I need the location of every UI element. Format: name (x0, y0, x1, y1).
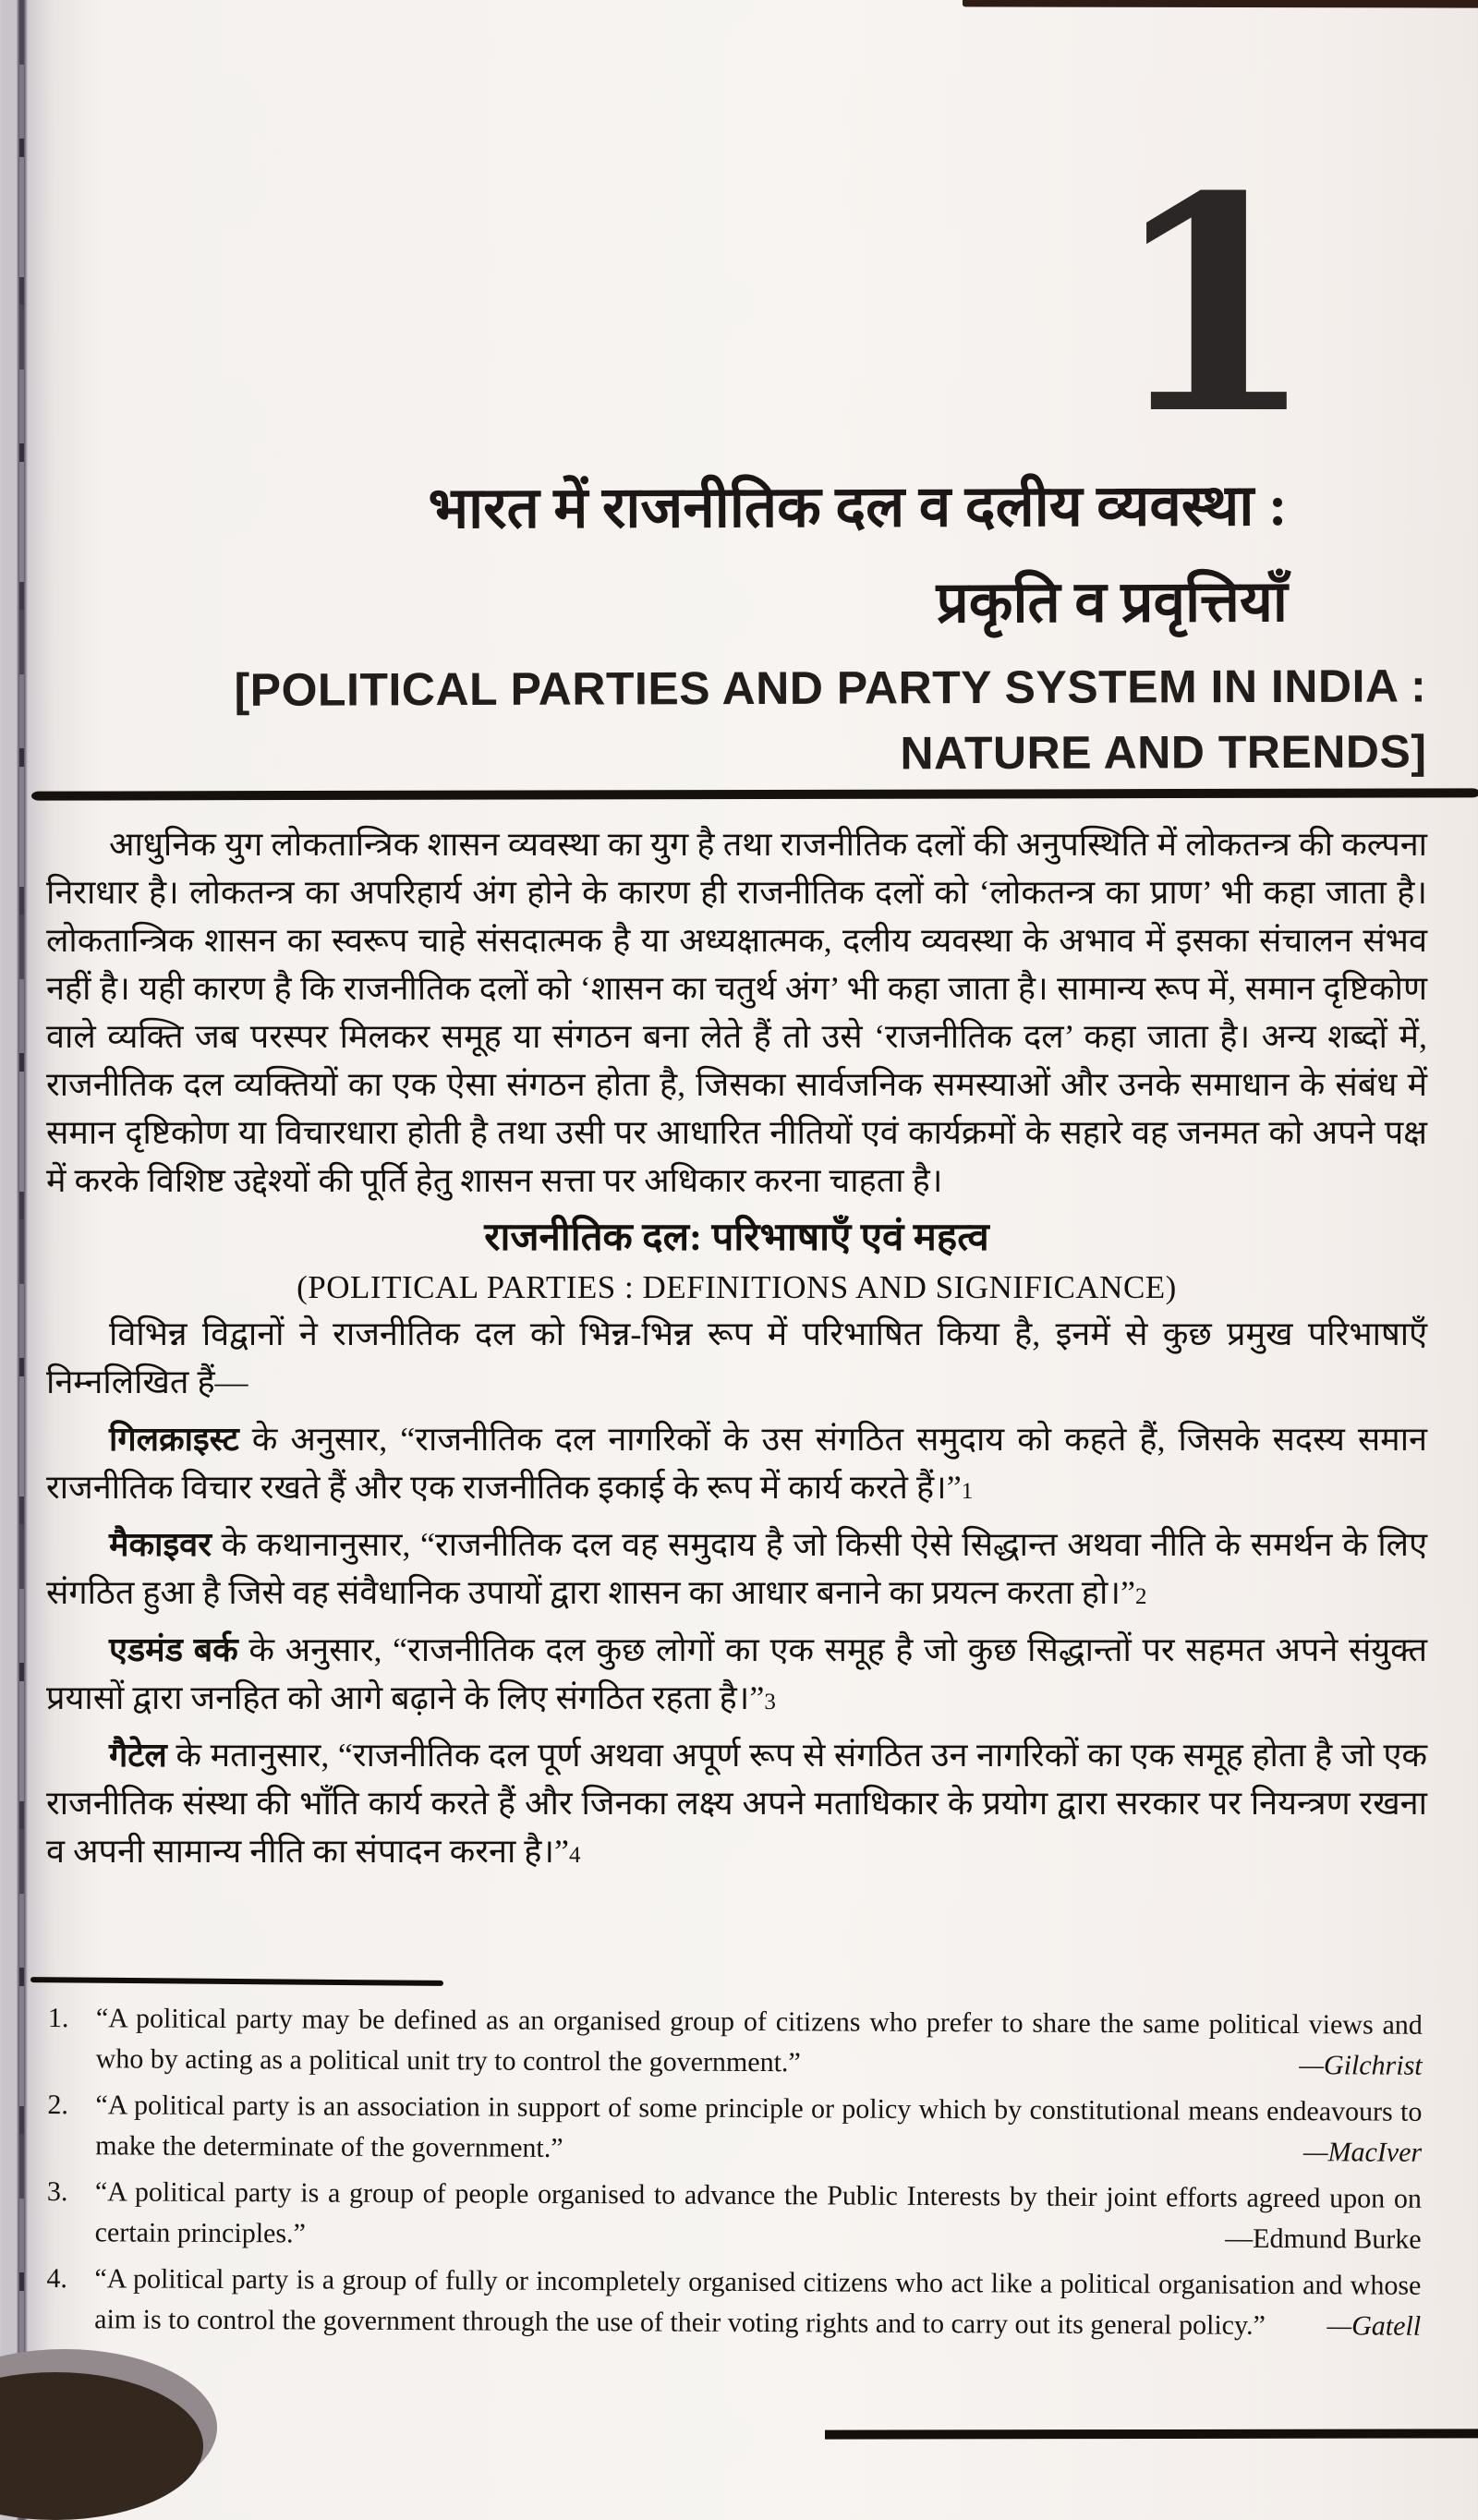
footnote-text: “A political party is a group of fully or incompletely organised citizens who act like a political organisation and whose aim is to control the government through the use of their voting rights and to carry out its general policy.” (94, 2263, 1422, 2341)
definitions-intro-paragraph: विभिन्न विद्वानों ने राजनीतिक दल को भिन्न-भिन्न रूप में परिभाषित किया है, इनमें से कुछ प्रमुख परिभाषाएँ निम्नलिखित हैं— (46, 1315, 1427, 1400)
scan-bottom-edge-band (825, 2429, 1478, 2439)
page-body-text (46, 820, 1427, 1875)
footnote-ref: 4 (569, 1843, 581, 1868)
footnote-number: 1. (47, 2003, 69, 2034)
footnote-number: 2. (47, 2089, 68, 2121)
footnote-attribution: —Gilchrist (1299, 2050, 1423, 2081)
footnote-separator-rule (30, 1977, 443, 1986)
chapter-number: 1 (1110, 133, 1316, 479)
definition-text: के कथानानुसार, “राजनीतिक दल वह समुदाय है जो किसी ऐसे सिद्धान्त अथवा नीति के समर्थन के लिए संगठित हुआ है जिसे वह संवैधानिक उपायों द्वारा शासन का आधार बनाने का प्रयत्न करता हो।” (46, 1526, 1427, 1611)
footnote-item-1 (48, 1998, 1423, 2087)
intro-paragraph: आधुनिक युग लोकतान्त्रिक शासन व्यवस्था का युग है तथा राजनीतिक दलों की अनुपस्थिति में लोकतन्त्र की कल्पना निराधार है। लोकतन्त्र का अपरिहार्य अंग होने के कारण ही राजनीतिक दलों को ‘लोकतन्त्र का प्राण’ भी कहा जाता है। लोकतान्त्रिक शासन का स्वरूप चाहे संसदात्मक है या अध्यक्षात्मक, दलीय व्यवस्था के अभाव में इसका संचालन संभव नहीं है। यही कारण है कि राजनीतिक दलों को ‘शासन का चतुर्थ अंग’ भी कहा जाता है। सामान्य रूप में, समान दृष्टिकोण वाले व्यक्ति जब परस्पर मिलकर समूह या संगठन बना लेते हैं तो उसे ‘राजनीतिक दल’ कहा जाता है। अन्य शब्दों में, राजनीतिक दल व्यक्तियों का एक ऐसा संगठन होता है, जिसका सार्वजनिक समस्याओं और उनके समाधान के संबंध में समान दृष्टिकोण या विचारधारा होती है तथा उसी पर आधारित नीतियों एवं कार्यक्रमों के सहारे वह जनमत को अपने पक्ष में करके विशिष्ट उद्देश्यों की पूर्ति हेतु शासन सत्ता पर अधिकार करना चाहता है। (46, 826, 1427, 1199)
footnote-number: 4. (46, 2262, 67, 2295)
definition-author: मैकाइवर (109, 1526, 212, 1563)
definition-text: के अनुसार, “राजनीतिक दल कुछ लोगों का एक समूह है जो कुछ सिद्धान्तों पर सहमत अपने संयुक्त प्रयासों द्वारा जनहित को आगे बढ़ाने के लिए संगठित रहता है।” (46, 1631, 1427, 1716)
section-heading-hindi: राजनीतिक दल: परिभाषाएँ एवं महत्व (484, 1217, 989, 1259)
title-separator-rule (31, 788, 1478, 800)
definition-paragraph-gilchrist (46, 1415, 1427, 1511)
scan-top-edge-band (963, 0, 1478, 8)
chapter-title-english-line1: [POLITICAL PARTIES AND PARTY SYSTEM IN INDIA : (234, 660, 1427, 716)
footnote-ref: 2 (1135, 1584, 1147, 1609)
chapter-title-hindi-line2: प्रकृति व प्रवृत्तियाँ (936, 570, 1289, 636)
book-gutter-shadow (19, 0, 24, 2437)
footnote-ref: 1 (961, 1479, 974, 1504)
definition-text: के अनुसार, “राजनीतिक दल नागरिकों के उस संगठित समुदाय को कहते हैं, जिसके सदस्य समान राजनीतिक विचार रखते हैं और एक राजनीतिक इकाई के रूप में कार्य करते हैं।” (46, 1421, 1427, 1506)
footnote-attribution: —Gatell (1327, 2310, 1422, 2342)
footnote-text: “A political party may be defined as an organised group of citizens who prefer to share the same political views and who by acting as a political unit try to control the government.” (95, 2003, 1423, 2078)
footnote-item-4 (46, 2259, 1421, 2347)
definition-author: गिलक्राइस्ट (109, 1421, 239, 1458)
definition-paragraph-burke (46, 1626, 1427, 1722)
definition-author: एडमंड बर्क (109, 1631, 238, 1668)
footnote-attribution: —Edmund Burke (1225, 2223, 1422, 2255)
footnote-text: “A political party is a group of people organised to advance the Public Interests by their joint efforts agreed upon on certain principles.” (94, 2176, 1422, 2249)
definition-text: के मतानुसार, “राजनीतिक दल पूर्ण अथवा अपूर्ण रूप से संगठित उन नागरिकों का एक समूह होता है जो एक राजनीतिक संस्था की भाँति कार्य करते हैं और जिनका लक्ष्य अपने मताधिकार के प्रयोग द्वारा सरकार पर नियन्त्रण रखना व अपनी सामान्य नीति का संपादन करना है।” (46, 1737, 1427, 1870)
chapter-title-block (55, 457, 1426, 785)
definition-paragraph-maciver (46, 1520, 1427, 1617)
footnote-item-3 (47, 2172, 1422, 2260)
footnote-text: “A political party is an association in support of some principle or policy which by constitutional means endeavours to make the determinate of the government.” (95, 2090, 1423, 2163)
chapter-title-hindi-line1: भारत में राजनीतिक दल व दलीय व्यवस्था : (428, 474, 1288, 541)
footnote-number: 3. (46, 2175, 68, 2208)
footnote-ref: 3 (764, 1690, 776, 1714)
footnote-item-2 (47, 2085, 1422, 2174)
section-heading-english: (POLITICAL PARTIES : DEFINITIONS AND SIGNIFICANCE) (297, 1269, 1177, 1305)
chapter-title-english-line2: NATURE AND TRENDS] (900, 725, 1427, 780)
definition-author: गैटेल (109, 1737, 167, 1774)
footnote-attribution: —MacIver (1302, 2137, 1423, 2168)
definition-paragraph-gatell (46, 1731, 1427, 1875)
footnotes-section (46, 1998, 1423, 2353)
